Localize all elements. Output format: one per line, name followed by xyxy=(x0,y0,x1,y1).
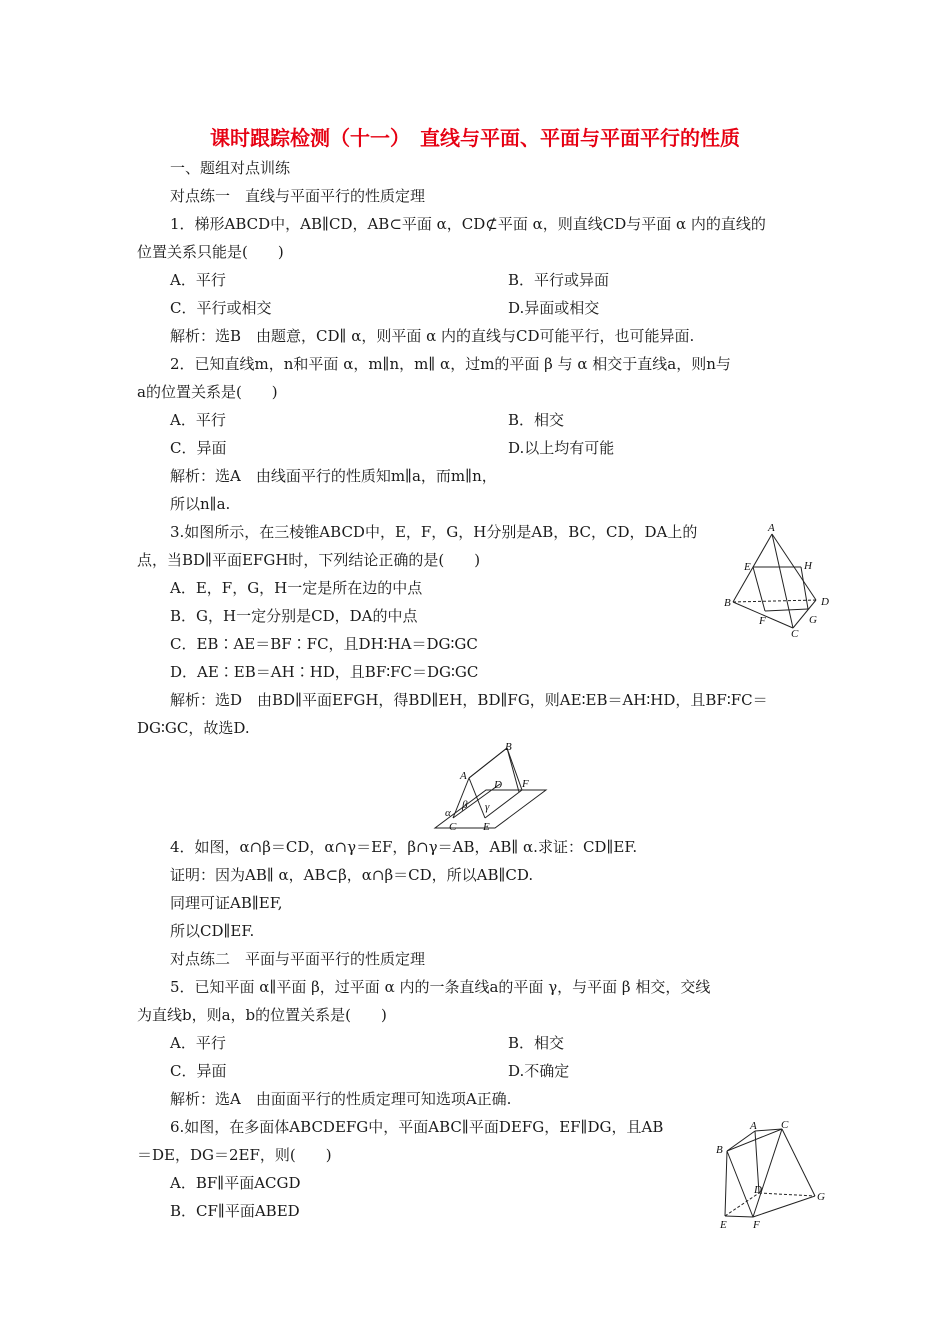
q1-option-c: C．平行或相交 xyxy=(170,299,272,317)
q3-fig-label-e: E xyxy=(744,561,751,573)
q6-fig-label-f: F xyxy=(753,1219,760,1230)
q3-fig-label-d: D xyxy=(821,596,829,608)
q3-fig-label-b: B xyxy=(724,597,731,609)
q4-fig-label-beta: β xyxy=(462,799,468,811)
drill-heading-1: 对点练一 直线与平面平行的性质定理 xyxy=(170,187,426,205)
q3-fig-label-h: H xyxy=(804,560,812,572)
q4-fig-label-c: C xyxy=(449,821,457,833)
q4-stem: 4．如图，α∩β＝CD，α∩γ＝EF，β∩γ＝AB，AB∥ α.求证：CD∥EF. xyxy=(170,838,638,856)
q3-stem-line1: 3.如图所示，在三棱锥ABCD中，E，F，G，H分别是AB，BC，CD，DA上的 xyxy=(170,523,698,541)
q2-option-d: D.以上均有可能 xyxy=(508,439,615,457)
page-title: 课时跟踪检测（十一） 直线与平面、平面与平面平行的性质 xyxy=(210,126,740,150)
q1-option-b: B．平行或异面 xyxy=(508,271,610,289)
q3-option-c: C．EB∶AE＝BF∶FC，且DH∶HA＝DG∶GC xyxy=(170,635,478,653)
q3-solution-line2: DG∶GC，故选D. xyxy=(137,719,250,737)
q4-fig-label-a: A xyxy=(460,770,467,782)
section-heading: 一、题组对点训练 xyxy=(170,159,291,177)
q3-stem-line2: 点，当BD∥平面EFGH时，下列结论正确的是( ) xyxy=(137,551,481,569)
q6-fig-label-d: D xyxy=(754,1184,762,1196)
q1-solution: 解析：选B 由题意，CD∥ α，则平面 α 内的直线与CD可能平行，也可能异面. xyxy=(170,327,695,345)
q2-stem-line1: 2．已知直线m，n和平面 α，m∥n，m∥ α，过m的平面 β 与 α 相交于直线a，则n与 xyxy=(170,355,731,373)
q4-planes-figure xyxy=(425,740,555,835)
q6-fig-label-b: B xyxy=(716,1144,723,1156)
q6-stem-line2: ＝DE，DG＝2EF，则( ) xyxy=(137,1146,332,1164)
q4-proof-line3: 所以CD∥EF. xyxy=(170,922,255,940)
q3-fig-label-c: C xyxy=(791,628,799,640)
q2-stem-line2: a的位置关系是( ) xyxy=(137,383,278,401)
q2-option-b: B．相交 xyxy=(508,411,565,429)
q5-stem-line2: 为直线b，则a，b的位置关系是( ) xyxy=(137,1006,387,1024)
q6-fig-label-a: A xyxy=(750,1120,757,1132)
q4-fig-label-gamma: γ xyxy=(485,801,490,813)
q6-fig-label-e: E xyxy=(720,1219,727,1230)
drill-heading-2: 对点练二 平面与平面平行的性质定理 xyxy=(170,950,426,968)
q2-option-c: C．异面 xyxy=(170,439,227,457)
q6-polyhedron-figure xyxy=(712,1118,832,1230)
q1-stem-line2: 位置关系只能是( ) xyxy=(137,243,284,261)
q5-solution: 解析：选A 由面面平行的性质定理可知选项A正确. xyxy=(170,1090,512,1108)
q3-option-d: D．AE∶EB＝AH∶HD，且BF∶FC＝DG∶GC xyxy=(170,663,479,681)
q6-fig-label-g: G xyxy=(817,1191,825,1203)
q3-tetrahedron-figure xyxy=(715,520,840,640)
q4-proof-line2: 同理可证AB∥EF, xyxy=(170,894,283,912)
q3-fig-label-g: G xyxy=(809,614,817,626)
q4-fig-label-alpha: α xyxy=(445,807,451,819)
q5-option-d: D.不确定 xyxy=(508,1062,570,1080)
q1-option-d: D.异面或相交 xyxy=(508,299,600,317)
q3-fig-label-a: A xyxy=(768,522,775,534)
q4-fig-label-d: D xyxy=(494,779,502,791)
q6-option-a: A．BF∥平面ACGD xyxy=(170,1174,301,1192)
q2-option-a: A．平行 xyxy=(170,411,226,429)
q3-solution-line1: 解析：选D 由BD∥平面EFGH，得BD∥EH，BD∥FG，则AE∶EB＝AH∶HD，且BF∶FC＝ xyxy=(170,691,768,709)
q4-fig-label-b: B xyxy=(505,741,512,753)
q4-fig-label-e: E xyxy=(483,821,490,833)
q6-stem-line1: 6.如图，在多面体ABCDEFG中，平面ABC∥平面DEFG，EF∥DG，且AB xyxy=(170,1118,664,1136)
q5-option-a: A．平行 xyxy=(170,1034,226,1052)
q2-solution-line2: 所以n∥a. xyxy=(170,495,231,513)
q4-proof-line1: 证明：因为AB∥ α，AB⊂β，α∩β＝CD，所以AB∥CD. xyxy=(170,866,534,884)
q6-fig-label-c: C xyxy=(781,1119,789,1131)
q6-option-b: B．CF∥平面ABED xyxy=(170,1202,300,1220)
q5-stem-line1: 5．已知平面 α∥平面 β，过平面 α 内的一条直线a的平面 γ，与平面 β 相交，交线 xyxy=(170,978,711,996)
q1-option-a: A．平行 xyxy=(170,271,226,289)
q2-solution-line1: 解析：选A 由线面平行的性质知m∥a，而m∥n， xyxy=(170,467,497,485)
q3-option-b: B．G，H一定分别是CD，DA的中点 xyxy=(170,607,418,625)
q3-fig-label-f: F xyxy=(759,615,766,627)
q3-option-a: A．E，F，G，H一定是所在边的中点 xyxy=(170,579,423,597)
q4-fig-label-f: F xyxy=(522,778,529,790)
q5-option-c: C．异面 xyxy=(170,1062,227,1080)
q1-stem-line1: 1．梯形ABCD中，AB∥CD，AB⊂平面 α，CD⊄平面 α，则直线CD与平面 α 内的直线的 xyxy=(170,215,766,233)
q5-option-b: B．相交 xyxy=(508,1034,565,1052)
